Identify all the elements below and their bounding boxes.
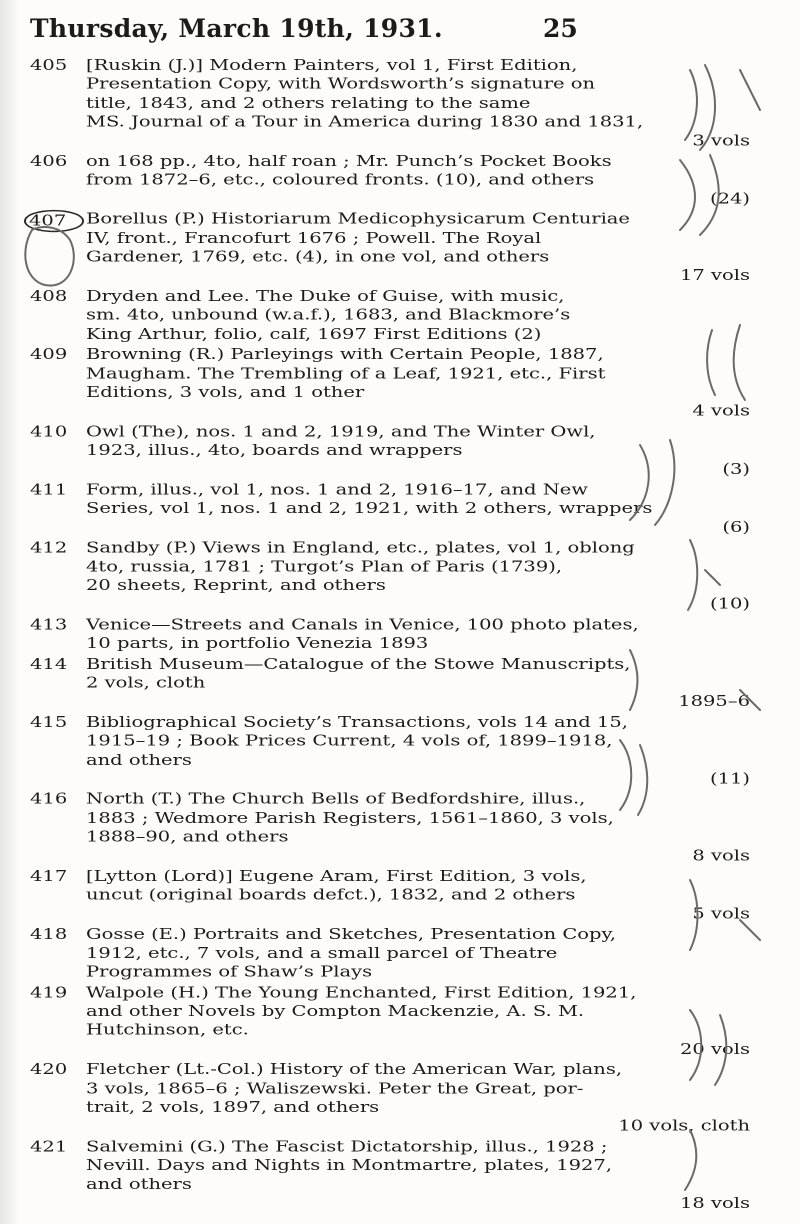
lot-description-line: 1912, etc., 7 vols, and a small parcel of Theatre xyxy=(86,943,558,962)
lot-number: 406 xyxy=(30,151,68,170)
lot-description-line: Bibliographical Society’s Transactions, vols 14 and 15, xyxy=(86,712,628,731)
lot-quantity: 5 vols xyxy=(692,904,750,923)
lot-description-line: 1888–90, and others xyxy=(86,827,289,846)
lot-number: 412 xyxy=(30,538,68,557)
lot-description-line: 4to, russia, 1781 ; Turgot’s Plan of Paris (1739), xyxy=(86,557,563,576)
lot-description-line: Owl (The), nos. 1 and 2, 1919, and The Winter Owl, xyxy=(86,422,596,440)
lot-quantity: (10) xyxy=(709,595,750,613)
lot-entry xyxy=(30,655,760,712)
lot-description-line: Form, illus., vol 1, nos. 1 and 2, 1916–17, and New xyxy=(86,480,589,499)
lot-entry xyxy=(30,615,760,653)
lot-quantity: 8 vols xyxy=(692,846,750,865)
lot-description-line: Nevill. Days and Nights in Montmartre, plates, 1927, xyxy=(86,1156,613,1174)
lot-description-line: Sandby (P.) Views in England, etc., plates, vol 1, oblong xyxy=(86,538,635,557)
lot-description-line: 20 sheets, Reprint, and others xyxy=(86,576,386,594)
lot-entry xyxy=(30,925,760,982)
lot-description-line: Walpole (H.) The Young Enchanted, First Edition, 1921, xyxy=(86,983,637,1001)
lot-description-line: 1915–19 ; Book Prices Current, 4 vols of, 1899–1918, xyxy=(86,731,613,750)
lot-entry xyxy=(30,1060,760,1135)
lot-entry xyxy=(30,152,760,209)
lot-number: 421 xyxy=(30,1137,68,1156)
lot-number: 405 xyxy=(30,56,68,74)
lot-description-line: Presentation Copy, with Wordsworth’s signature on xyxy=(86,74,596,93)
lot-quantity: (6) xyxy=(722,518,750,536)
lot-description-line: Series, vol 1, nos. 1 and 2, 1921, with 2 others, wrappers xyxy=(86,499,653,517)
lot-description-line: Borellus (P.) Historiarum Medicophysicarum Centuriae xyxy=(86,210,630,228)
lot-description-line: 1883 ; Wedmore Parish Registers, 1561–1860, 3 vols, xyxy=(86,808,614,827)
lot-quantity: 17 vols xyxy=(679,266,750,285)
lot-entry xyxy=(30,713,760,788)
lot-quantity: (3) xyxy=(722,459,750,478)
lot-list xyxy=(30,56,760,1214)
lot-description-line: British Museum—Catalogue of the Stowe Manuscripts, xyxy=(86,654,631,673)
lot-description-line: Gosse (E.) Portraits and Sketches, Presentation Copy, xyxy=(86,925,617,943)
lot-description-line: [Lytton (Lord)] Eugene Aram, First Edition, 3 vols, xyxy=(86,866,587,885)
lot-description-line: sm. 4to, unbound (w.a.f.), 1683, and Blackmore’s xyxy=(86,305,571,324)
lot-description-line: [Ruskin (J.)] Modern Painters, vol 1, First Edition, xyxy=(86,56,578,74)
lot-description-line: Hutchinson, etc. xyxy=(86,1020,249,1039)
lot-description-line: from 1872–6, etc., coloured fronts. (10), and others xyxy=(86,170,595,189)
lot-number: 407 xyxy=(24,210,84,232)
lot-quantity: 18 vols xyxy=(679,1193,750,1212)
lot-description-line: title, 1843, and 2 others relating to the same xyxy=(86,93,531,112)
lot-entry xyxy=(30,287,760,344)
lot-description-line: and others xyxy=(86,750,192,769)
lot-quantity: (11) xyxy=(709,769,750,788)
lot-description-line: uncut (original boards defct.), 1832, and 2 others xyxy=(86,885,576,904)
page-number: 25 xyxy=(543,14,578,43)
lot-description-line: and others xyxy=(86,1174,192,1193)
lot-quantity: 10 vols, cloth xyxy=(618,1116,750,1135)
lot-entry xyxy=(30,538,760,613)
lot-quantity: (24) xyxy=(709,189,750,208)
lot-number: 411 xyxy=(30,480,68,499)
lot-entry xyxy=(30,422,760,479)
lot-description-line: IV, front., Francofurt 1676 ; Powell. The Royal xyxy=(86,228,542,247)
lot-entry xyxy=(30,1137,760,1212)
lot-number: 417 xyxy=(30,866,68,885)
lot-description-line: 1923, illus., 4to, boards and wrappers xyxy=(86,441,463,459)
lot-entry xyxy=(30,345,760,420)
lot-description-line: 2 vols, cloth xyxy=(86,673,206,692)
lot-description-line: and other Novels by Compton Mackenzie, A. S. M. xyxy=(86,1002,585,1020)
lot-entry xyxy=(30,480,760,537)
lot-description-line: Gardener, 1769, etc. (4), in one vol, and others xyxy=(86,247,550,266)
lot-entry xyxy=(30,56,760,150)
page-edge-shadow xyxy=(0,0,20,1224)
lot-number: 418 xyxy=(30,925,68,943)
page-header xyxy=(0,14,800,48)
lot-description-line: Salvemini (G.) The Fascist Dictatorship, illus., 1928 ; xyxy=(86,1137,608,1156)
lot-description-line: Browning (R.) Parleyings with Certain People, 1887, xyxy=(86,345,604,363)
lot-number: 409 xyxy=(30,345,68,363)
lot-description-line: MS. Journal of a Tour in America during 1830 and 1831, xyxy=(86,112,644,131)
lot-quantity: 1895–6 xyxy=(678,692,750,711)
lot-quantity: 20 vols xyxy=(679,1039,750,1058)
lot-description-line: King Arthur, folio, calf, 1697 First Editions (2) xyxy=(86,324,542,343)
lot-number: 410 xyxy=(30,422,68,440)
lot-number: 420 xyxy=(30,1060,68,1079)
lot-description-line: Maugham. The Trembling of a Leaf, 1921, etc., First xyxy=(86,364,606,382)
lot-description-line: on 168 pp., 4to, half roan ; Mr. Punch’s Pocket Books xyxy=(86,151,612,170)
lot-number: 413 xyxy=(30,615,68,634)
lot-description-line: Dryden and Lee. The Duke of Guise, with music, xyxy=(86,287,565,305)
lot-number: 414 xyxy=(30,654,68,673)
lot-entry xyxy=(30,867,760,924)
lot-entry xyxy=(30,983,760,1058)
lot-description-line: Editions, 3 vols, and 1 other xyxy=(86,382,365,401)
lot-description-line: 3 vols, 1865–6 ; Waliszewski. Peter the Great, por- xyxy=(86,1079,584,1097)
lot-entry xyxy=(30,210,760,285)
lot-number: 408 xyxy=(30,287,68,305)
sale-date: Thursday, March 19th, 1931. xyxy=(30,14,443,43)
lot-description-line: Venice—Streets and Canals in Venice, 100 photo plates, xyxy=(86,615,639,634)
lot-number: 415 xyxy=(30,712,68,731)
lot-number: 416 xyxy=(30,789,68,808)
lot-description-line: Programmes of Shaw’s Plays xyxy=(86,962,373,981)
lot-quantity: 3 vols xyxy=(692,131,750,150)
lot-description-line: Fletcher (Lt.-Col.) History of the American War, plans, xyxy=(86,1060,623,1079)
lot-quantity: 4 vols xyxy=(692,401,750,420)
lot-entry xyxy=(30,790,760,865)
lot-number: 419 xyxy=(30,983,68,1001)
lot-description-line: 10 parts, in portfolio Venezia 1893 xyxy=(86,634,429,653)
lot-description-line: trait, 2 vols, 1897, and others xyxy=(86,1097,380,1116)
lot-description-line: North (T.) The Church Bells of Bedfordshire, illus., xyxy=(86,789,586,808)
